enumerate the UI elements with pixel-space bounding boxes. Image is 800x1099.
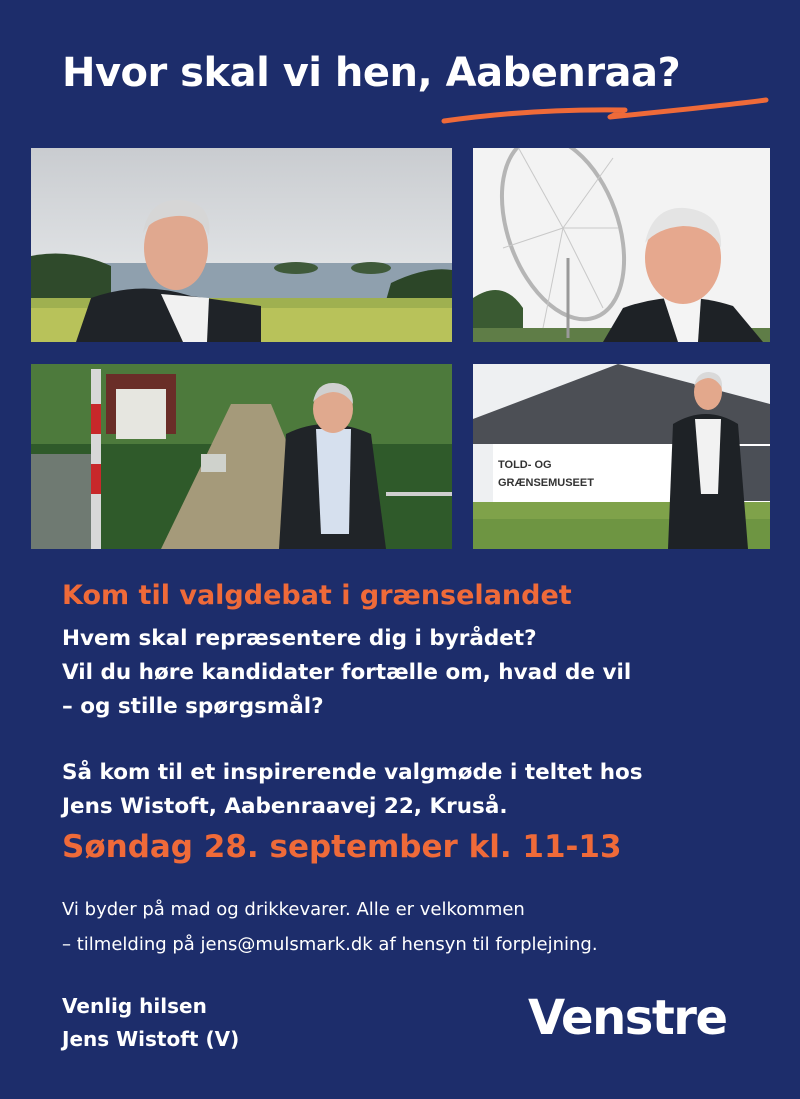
orange-underline-swoosh bbox=[440, 95, 770, 129]
photo-candidate-lake bbox=[31, 148, 452, 342]
details-line: Vi byder på mad og drikkevarer. Alle er velkommen bbox=[62, 899, 525, 920]
invitation-text bbox=[62, 756, 643, 824]
invitation-line: Så kom til et inspirerende valgmøde i teltet hos bbox=[62, 760, 643, 785]
signature-greeting: Venlig hilsen bbox=[62, 994, 207, 1018]
photo-candidate-museum bbox=[473, 364, 770, 549]
event-date: Søndag 28. september kl. 11-13 bbox=[62, 829, 622, 865]
page-title: Hvor skal vi hen, Aabenraa? bbox=[62, 50, 681, 96]
question-line: Vil du høre kandidater fortælle om, hvad de vil bbox=[62, 660, 632, 685]
subheading: Kom til valgdebat i grænselandet bbox=[62, 580, 572, 611]
venstre-logo: Venstre bbox=[528, 990, 727, 1046]
details-text bbox=[62, 892, 598, 962]
photo-candidate-forest-border bbox=[31, 364, 452, 549]
museum-sign-text: TOLD- OG GRÆNSEMUSEET bbox=[498, 459, 594, 489]
photo-candidate-sculpture bbox=[473, 148, 770, 342]
signature-name: Jens Wistoft (V) bbox=[62, 1027, 240, 1051]
signature bbox=[62, 990, 239, 1056]
question-line: – og stille spørgsmål? bbox=[62, 694, 324, 719]
invitation-line: Jens Wistoft, Aabenraavej 22, Kruså. bbox=[62, 794, 508, 819]
question-line: Hvem skal repræsentere dig i byrådet? bbox=[62, 626, 537, 651]
details-line: – tilmelding på jens@mulsmark.dk af hensyn til forplejning. bbox=[62, 934, 598, 955]
question-text bbox=[62, 622, 631, 724]
